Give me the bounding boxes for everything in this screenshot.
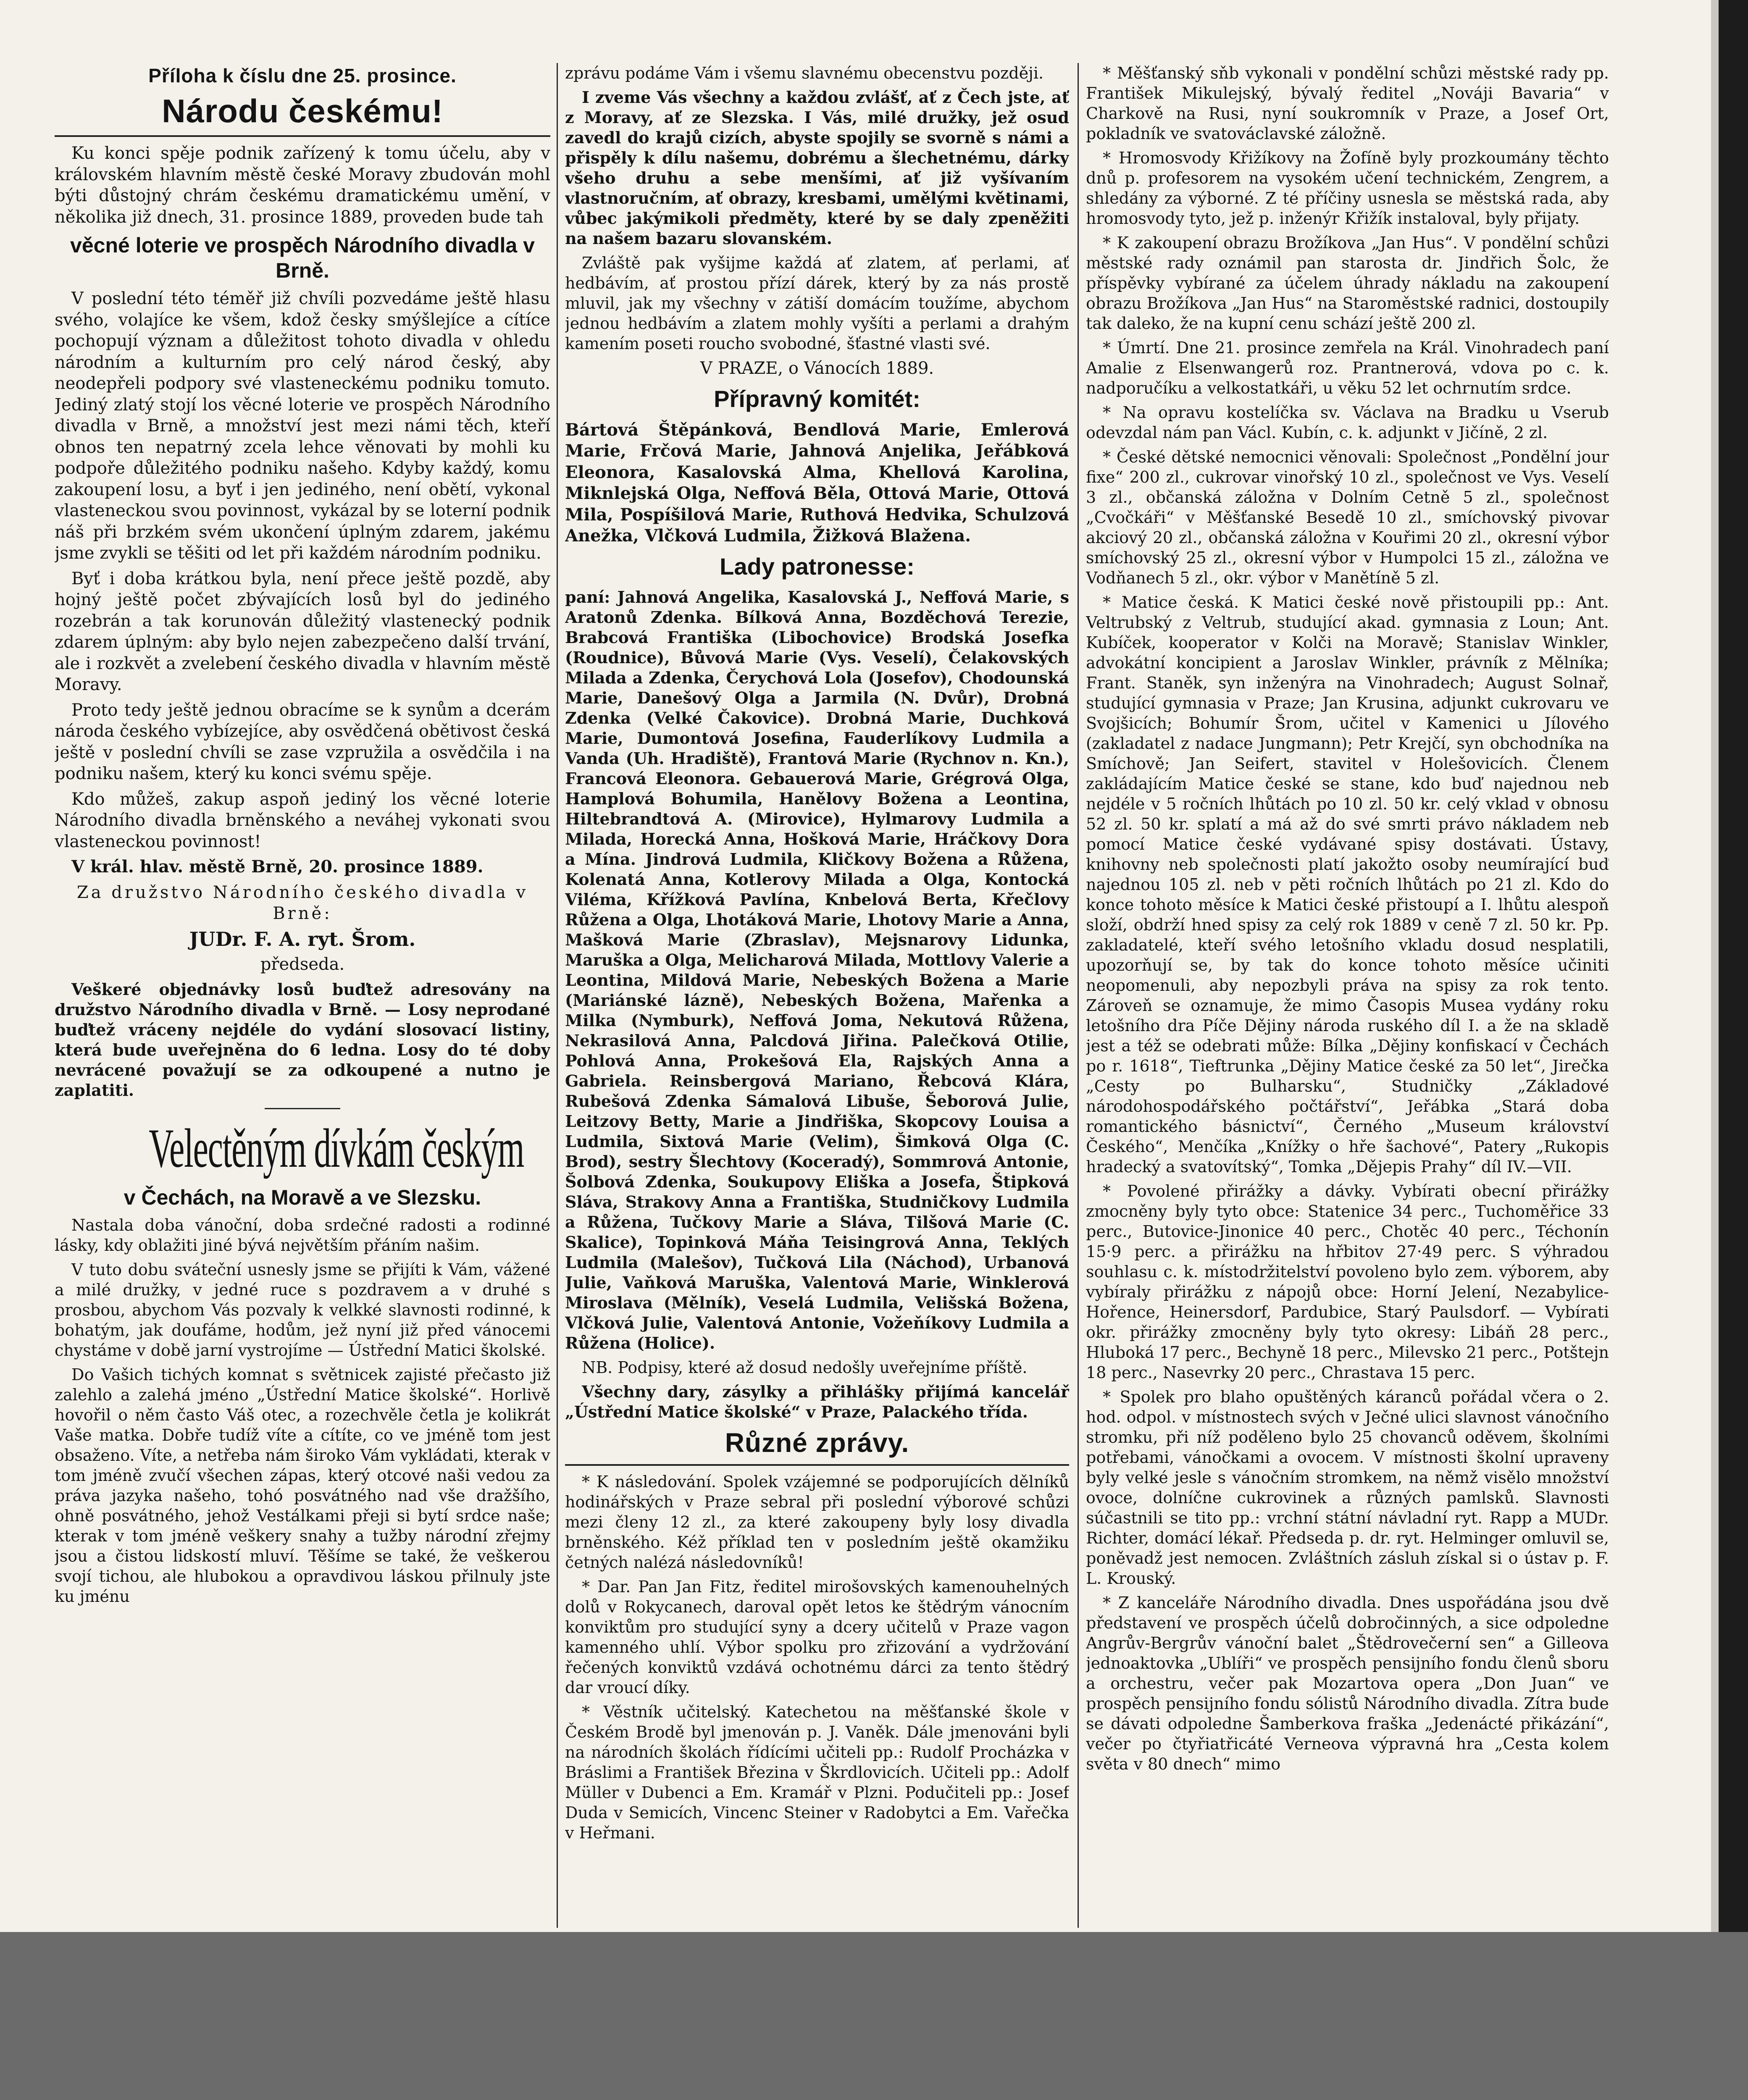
- appeal-continuation: zprávu podáme Vám i všemu slavnému obecenstvu později.: [565, 64, 1044, 82]
- appeal-paragraph: Ku konci spěje podnik zařízený k tomu účelu, aby v královském hlavním městě české Moravy zbudován mohl býti důstojný chrám českému dramatickému umění, v několika již dnech, 31. prosince 1889, proveden bude tah: [55, 144, 550, 227]
- girls-appeal-subtitle: v Čechách, na Moravě a ve Slezsku.: [124, 1185, 481, 1209]
- news-item: * Matice česká. K Matici české nově přistoupili pp.: Ant. Veltrubský z Veltrub, studující akad. gymnasia z Loun; Ant. Kubíček, kooperator v Kolči na Moravě; Stanislav Winkler, advokátní koncipient a Jaroslav Winkler, právník z Mělníka; Frant. Staněk, syn inženýra na Vinohradech; August Solnař, studující gymnasia v Praze; Jan Krusina, adjunkt cukrovaru ve Svojšicích; Bohumír Šrom, učitel v Kamenici u Jílového (zakladatel z nadace Jungmann); Petr Krejčí, syn obchodníka na Smíchově; Jan Seifert, stavitel v Holešovicích. Členem zakládajícím Matice české se stane, kdo buď najednou neb nejdéle v 5 ročních lhůtách po 10 zl. 50 kr. celý vklad v obnosu 52 zl. 50 kr. splatí a má až do své smrti právo nákladem neb pomocí Matice české vydávané spisy dostávati. Ústavy, knihovny neb společnosti platí jakožto osoby neumírající buď najednou 105 zl. neb v pěti ročních lhůtách po 21 zl. Kdo do konce tohoto měsíce k Matici české přistoupí a I. lhůtu alespoň složí, obdrží hned spisy za celý rok 1889 v ceně 7 zl. 50 kr. Pp. zakladatelé, kteří svého letošního vkladu dosud nesplatili, upozorňují se, by tak do konce tohoto měsíce učiniti neopomenuli, aby nepozbyli práva na spisy za rok tento. Zároveň se oznamuje, že mimo Časopis Musea vydány roku letošního dra Píče Dějiny národa ruského díl I. a že na skladě jest a též se odebrati může: Bílka „Dějiny konfiskací v Čechách po r. 1618“, Tieftrunka „Dějiny Matice české za 50 let“, Jirečka „Cesty po Bulharsku“, Studničky „Základové národohospodářského počtářství“, Jeřábka „Stará doba romantického básnictví“, Černého „Museum království Českého“, Menčíka „Knížky o hře šachové“, Patery „Rukopis hradecký a svatovítský“, Tomka „Dějepis Prahy“ díl IV.—VII.: [1086, 593, 1609, 1176]
- news-heading: Různé zprávy.: [725, 1427, 909, 1458]
- news-item: * Z kanceláře Národního divadla. Dnes uspořádána jsou dvě představení ve prospěch účelů dobročinných, a sice odpoledne Angrův-Bergrův vánoční balet „Štědrovečerní sen“ a Gilleova jednoaktovka „Ublíři“ ve prospěch pensijního fondu členů sboru a orchestru, večer pak Mozartova opera „Don Juan“ ve prospěch pensijního fondu sólistů Národního divadla. Zítra bude se dávati odpoledne Šamberkova fraška „Jedenácté přikázání“, večer po čtyřiatřicáté Verneova výpravná hra „Cesta kolem světa v 80 dnech“ mimo: [1086, 1593, 1609, 1773]
- appeal-paragraph: Zvláště pak vyšijme každá ať zlatem, ať perlami, ať hedbávím, ať prostou přízí dárek, který by za nás prostě mluvil, jak my všechny v zátiší domácím toužíme, abychom jednou hedbávím a zlatem mohly vyšíti a perlami a drahým kamením poseti roucho svobodné, šťastné vlasti své.: [565, 254, 1069, 353]
- news-item: * České dětské nemocnici věnovali: Společnost „Pondělní jour fixe“ 200 zl., cukrovar vinořský 10 zl., společnost ve Vys. Veselí 3 zl., občanská záložna v Dolním Cetně 5 zl., společnost „Cvočkáři“ v Měšťanské Besedě 10 zl., smíchovský pivovar akciový 20 zl., občanská záložna v Kouřimi 20 zl., okresní výbor smíchovský 25 zl., okresní výbor v Humpolci 15 zl., záložna ve Vodňanech 5 zl., okr. výbor v Manětíně 5 zl.: [1086, 448, 1609, 587]
- news-item: * K následování. Spolek vzájemné se podporujících dělníků hodinářských v Praze sebral při poslední výborové schůzi mezi členy 12 zl., za které zakoupeny byly losy divadla brněnského. Kéž příklad ten v posledním ještě okamžiku četných nalézá následovníků!: [565, 1472, 1069, 1572]
- news-item: * Věstník učitelský. Katechetou na měšťanské škole v Českém Brodě byl jmenován p. J. Vaněk. Dále jmenováni byli na národních školách řídícími učiteli pp.: Rudolf Procházka v Bráslimi a František Březina v Škrdlovicích. Učiteli pp.: Adolf Müller v Dubenci a Em. Kramář v Plzni. Podučiteli pp.: Josef Duda v Semicích, Vincenc Steiner v Radobytci a Em. Vařečka v Heřmani.: [565, 1702, 1069, 1842]
- supplement-kicker: Příloha k číslu dne 25. prosince.: [148, 65, 457, 87]
- nb-note: NB. Podpisy, které až dosud nedošly uveřejníme příště.: [582, 1358, 1028, 1377]
- news-item: * Hromosvody Křižíkovy na Žofíně byly prozkoumány těchto dnů p. profesorem na vysokém učení technickém, Zengrem, a shledány za výborné. Z té příčiny usnesla se městská rada, aby hromosvody tyto, jež p. inženýr Křižík instaloval, byly přijaty.: [1086, 149, 1609, 228]
- girls-appeal-paragraph: Nastala doba vánoční, doba srdečné radosti a rodinné lásky, kdy oblažiti jiné bývá největším přáním našim.: [55, 1215, 550, 1255]
- news-item: * Dar. Pan Jan Fitz, ředitel mirošovských kamenouhelných dolů v Rokycanech, daroval opět letos ke štědrým vánocním konviktům pro studující syny a dcery učitelů v Praze vagon kamenného uhlí. Výbor spolku pro zřizování a vydržování řečených konviktů vzdává ochotnému dárci za tento štědrý dar vroucí díky.: [565, 1577, 1069, 1697]
- patronesses-heading: Lady patronesse:: [720, 553, 915, 580]
- news-item: * Úmrtí. Dne 21. prosince zemřela na Král. Vinohradech paní Amalie z Elsenwangerů roz. Prantnerová, vdova po c. k. nadporučíku a velkostatkáři, u věku 52 let ochrnutím srdce.: [1086, 339, 1609, 397]
- section-divider: [265, 1108, 340, 1109]
- page-edge-shadow: [1711, 0, 1719, 1932]
- place-date: V král. hlav. městě Brně, 20. prosince 1889.: [71, 857, 484, 877]
- news-item: * Povolené přirážky a dávky. Vybírati obecní přirážky zmocněny byly tyto obce: Statenice 34 perc., Tuchoměřice 33 perc., Butovice-Jinonice 40 perc., Chotěc 40 perc., Téchonín 15·9 perc. a přirážku na hřbitov 27·49 perc. S výhradou souhlasu c. k. místodržitelství povoleno bylo zem. výborem, aby vybíraly přirážku z nápojů obce: Horní Jelení, Nezabylice-Hořence, Heinersdorf, Pardubice, Starý Paulsdorf. — Vybírati okr. přirážky zmocněny byly tyto okresy: Libáň 28 perc., Hluboká 17 perc., Bechyně 18 perc., Milevsko 21 perc., Potštejn 18 perc., Nasevrky 20 perc., Chrastava 15 perc.: [1086, 1182, 1609, 1382]
- news-item: * Měšťanský sňb vykonali v pondělní schůzi městské rady pp. František Mikulejský, bývalý ředitel „Nováji Bavaria“ v Charkově na Rusi, nyní soukromník v Praze, a Josef Ort, pokladník ve svatováclavské záložně.: [1086, 64, 1609, 143]
- place-date: V PRAZE, o Vánocích 1889.: [700, 359, 934, 378]
- news-item: * Na opravu kostelíčka sv. Václava na Bradku u Vserub odevzdal nám pan Václ. Kubín, c. k. adjunkt v Jičíně, 2 zl.: [1086, 403, 1609, 442]
- column-3: [1086, 63, 1609, 1928]
- appeal-paragraph: Kdo můžeš, zakup aspoň jediný los věcné loterie Národního divadla brněnského a neváhej vykonati svou vlasteneckou povinnost!: [55, 789, 550, 851]
- committee-heading: Přípravný komitét:: [714, 385, 920, 412]
- scan-background: [0, 1932, 1748, 2100]
- girls-appeal-paragraph: V tuto dobu sváteční usnesly jsme se přijíti k Vám, vážené a milé družky, v jedné ruce s pozdravem a v druhé s prosbou, abychom Vás pozvaly k velkké slavnosti rodinné, k bohatým, jak doufáme, hodům, jež nyní již před vánocemi chystáme v době jarní vystrojíme — Ústřední Matici školské.: [55, 1260, 550, 1360]
- committee-names: Bártová Štěpánková, Bendlová Marie, Emlerová Marie, Frčová Marie, Jahnová Anjelika, Jeřábková Eleonora, Kasalovská Alma, Khellová Karolina, Miknlejská Olga, Neffová Běla, Ottová Marie, Ottová Mila, Pospíšilová Marie, Ruthová Hedvika, Schulzová Anežka, Vlčková Ludmila, Žižková Blažena.: [565, 420, 1069, 546]
- girls-appeal-title: Velectěným dívkám českým: [149, 1117, 524, 1179]
- appeal-paragraph: I zveme Vás všechny a každou zvlášť, ať z Čech jste, ať z Moravy, ať ze Slezska. I Vás, milé družky, jež osud zavedl do krajů cizích, abyste spojily se svorně s námi a přispěly k dílu našemu, dobrému a šlechetnému, dárky všeho druhu a sebe menšími, ať již vyšívaním vlastnoručním, ať obrazy, kresbami, umělými květinami, vůbec jakýmikoli předměty, které by se daly zpeněžiti na našem bazaru slovanském.: [565, 88, 1069, 248]
- signer-name: JUDr. F. A. ryt. Šrom.: [189, 927, 416, 950]
- patronesses-names: paní: Jahnová Angelika, Kasalovská J., Neffová Marie, s Aratonů Zdenka. Bílková Anna, Bozděchová Terezie, Brabcová Františka (Libochovice) Brodská Josefka (Roudnice), Bůvová Marie (Vys. Veselí), Čelakovských Milada a Zdenka, Čerychová Lola (Josefov), Chodounská Marie, Danešový Olga a Jarmila (N. Dvůr), Drobná Zdenka (Velké Čakovice). Drobná Marie, Duchková Marie, Dumontová Josefina, Fauderlíkovy Ludmila a Vanda (Uh. Hradiště), Frantová Marie (Rychnov n. Kn.), Francová Eleonora. Gebauerová Marie, Grégrová Olga, Hamplová Bohumila, Hanělovy Božena a Leontina, Hiltebrandtová A. (Mirovice), Hylmarovy Ludmila a Milada, Horecká Anna, Hošková Marie, Hráčkovy Dora a Mína. Jindrová Ludmila, Kličkovy Božena a Růžena, Kolenatá Anna, Kotlerovy Milada a Olga, Kontocká Viléma, Křížková Pavlína, Knbelová Berta, Křečlovy Růžena a Olga, Lhotáková Marie, Lhotovy Marie a Anna, Mašková Marie (Zbraslav), Mejsnarovy Lidunka, Maruška a Olga, Melicharová Milada, Mottlovy Valerie a Leontina, Mildová Marie, Nebeských Božena a Marie (Mariánské lázně), Nebeských Božena, Mařenka a Milka (Nymburk), Neffová Joma, Nekutová Růžena, Nekrasilová Anna, Palcdová Jiřina. Palečková Otilie, Pohlová Anna, Prokešová Ela, Rajských Anna a Gabriela. Reinsbergová Mariano, Řebcová Klára, Rubešová Zdenka Sámalová Libuše, Šeborová Julie, Leitzovy Betty, Marie a Jindřiška, Skopcovy Louisa a Ludmila, Sixtová Marie (Velim), Šimková Olga (C. Brod), sestry Šlechtovy (Koceradý), Sommrová Antonie, Šolbová Zdenka, Soukupovy Eliška a Josefa, Štipková Sláva, Strakovy Anna a Františka, Studničkovy Ludmila a Růžena, Tučkovy Marie a Sláva, Tilšová Marie (C. Skalice), Topinková Máňa Teisingrová Anna, Teklých Ludmila (Malešov), Tučková Lila (Náchod), Urbanová Julie, Vaňková Maruška, Valentová Marie, Winklerová Miroslava (Mělník), Veselá Ludmila, Velišská Božena, Vlčková Julie, Valentová Antonie, Vožeňíkovy Ludmila a Růžena (Holice).: [565, 587, 1069, 1352]
- organization-line: Za družstvo Národního českého divadla v Brně:: [76, 882, 528, 923]
- news-item: * Spolek pro blaho opuštěných káranců pořádal včera o 2. hod. odpol. v místnostech svých v Ječné ulici slavnost vánočního stromku, při níž poděleno bylo 25 chovanců oděvem, školními potřebami, vánočkami a ovocem. V místnosti školní upraveny byly velké jesle s vánočním stromkem, na němž visělo množství ovoce, dolníčne cukrovinek a různých pamlsků. Slavnosti súčastnili se tito pp.: vrchní státní návladní ryt. Rapp a MUDr. Richter, domácí lékař. Předseda p. dr. ryt. Helminger omluvil se, poněvadž jest nemocen. Zvláštních zásluh získal si o ústav p. F. L. Krouský.: [1086, 1388, 1609, 1588]
- orders-note: Veškeré objednávky losů buďtež adresovány na družstvo Národního divadla v Brně. — Losy neprodané buďtež vráceny nejdéle do vydání slosovací listiny, která bude uveřejněna do 6 ledna. Losy do té doby nevrácené považují se za odkoupené a nutno je zaplatiti.: [55, 979, 550, 1100]
- appeal-paragraph: Proto tedy ještě jednou obracíme se k synům a dcerám národa českého vybízejíce, aby osvědčená obětivost česká ještě v poslední chvíli se zase vzpružila a osvědčila i na podniku našem, který ku konci svému spěje.: [55, 700, 550, 783]
- title-rule: [55, 135, 550, 137]
- lottery-subtitle: věcné loterie ve prospěch Národního divadla v Brně.: [70, 234, 535, 282]
- gifts-note: Všechny dary, zásylky a přihlášky přijímá kancelář „Ústřední Matice školské“ v Praze, Palackého třída.: [565, 1382, 1069, 1421]
- heading-rule: [565, 1464, 1069, 1466]
- girls-appeal-paragraph: Do Vašich tichých komnat s světnicek zajisté přečasto již zalehlo a zalehá jméno „Ústřední Matice školské“. Horlivě hovořil o něm často Váš otec, a rozechvěle četla je kolikrát Vaše matka. Dobře tudíž víte a cítíte, co ve jméně tom jest obsaženo. Víte, a netřeba nám široko Vám vykládati, kterak v tom jméně zvučí všechen zápas, který otcové naši vedou za práva jazyka našeho, tohó posvátného nad vše dražšího, ohně posvátného, jehož Vestálkami přeji si bytí srdce naše; kterak v tom jméně veškery snahy a tužby národní zřejmy jsou a čistou lidskostí mluví. Těšíme se také, že veškerou svojí tichou, ale hlubokou a opravdivou láskou přilnuly jste ku jménu: [55, 1365, 550, 1606]
- appeal-title: Národu českému!: [162, 92, 443, 129]
- appeal-paragraph: Byť i doba krátkou byla, není přece ještě pozdě, aby hojný ještě počet zbývajících losů byl do jediného rozebrán a tak korunován důležitý vlastenecký podnik zdarem úplným: aby bylo nejen zabezpečeno další trvání, ale i rozkvět a zvelebení českého divadla v hlavním městě Moravy.: [55, 569, 550, 694]
- signer-role: předseda.: [260, 955, 345, 974]
- scan-border: [1719, 0, 1748, 1932]
- appeal-paragraph: V poslední této téměř již chvíli pozvedáme ještě hlasu svého, volajíce ke všem, kdož česky smýšlejíce a cítíce pochopují význam a důležitost tohoto divadla v ohledu národním a kulturním pro celý národ český, aby neodepřeli podpory své vlasteneckému podniku tomuto. Jediný zlatý stojí los věcné loterie ve prospěch Národního divadla v Brně, a množství jest mezi námi těch, kteří obnos ten nepatrný zcela lehce věnovati by mohli ku podpoře důležitého podniku našeho. Kdyby každý, komu zakoupení losu, a byť i jen jediného, není obětí, vykonal vlasteneckou svou povinnost, vykázal by se loterní podnik náš při brzkém svém ukončení úplným zdarem, jakému jsme zvykli se těšiti od let při každém národním podniku.: [55, 289, 550, 563]
- news-item: * K zakoupení obrazu Brožíkova „Jan Hus“. V pondělní schůzi městské rady oznámil pan starosta dr. Jindřich Šolc, že příspěvky vybírané za účelem úhrady nákladu na zakoupení obrazu Brožíkova „Jan Hus“ na Staroměstské radnici, dostoupily tak daleko, že na kupní cenu schází ještě 200 zl.: [1086, 234, 1609, 333]
- column-2: [565, 63, 1069, 1928]
- column-1: [55, 63, 550, 1928]
- column-separator: [1078, 63, 1079, 1928]
- column-separator: [557, 63, 558, 1928]
